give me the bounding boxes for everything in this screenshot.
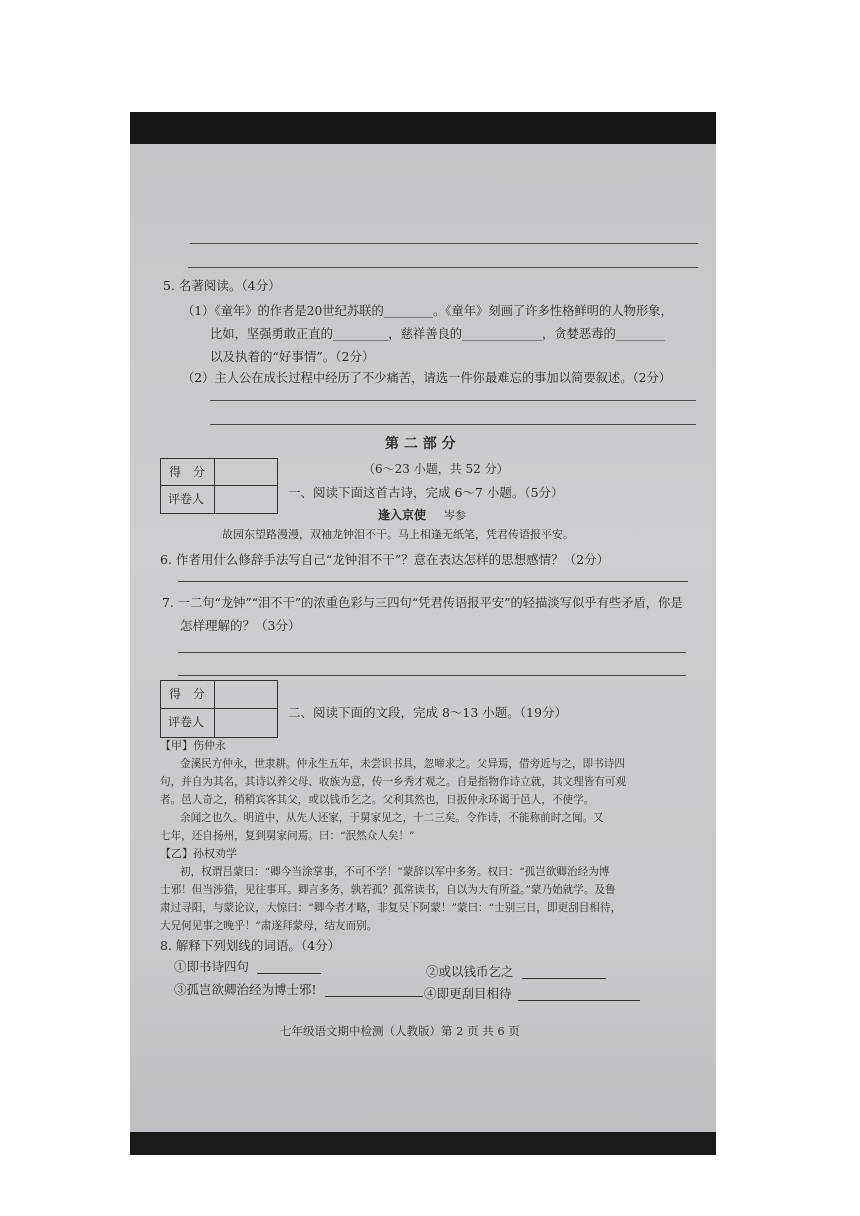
q8-item-2 [426,964,606,979]
answer-blank[interactable] [518,988,640,1001]
reviewer-label: 评卷人 [168,715,205,729]
score-box [160,680,278,738]
q6: 6. 作者用什么修辞手法写自己“龙钟泪不干”？意在表达怎样的思想感情？（2分） [160,552,610,567]
answer-line [188,267,698,268]
passage-jia-line: 余闻之也久。明道中，从先人还家，于舅家见之，十二三矣。令作诗，不能称前时之闻。又 [180,812,604,824]
poem-text: 故园东望路漫漫，双袖龙钟泪不干。马上相逢无纸笔，凭君传语报平安。 [222,528,574,541]
exam-page [130,144,716,1152]
passage-yi-title: 【乙】孙权劝学 [160,847,237,860]
score-label: 得 分 [169,687,206,701]
passage-jia-title: 【甲】伤仲永 [160,739,226,752]
q5-title: 5. 名著阅读。（4分） [163,278,281,293]
part2-heading: 第 二 部 分 [385,436,456,452]
q5-part1-line2: 比如，坚强勇敢正直的_________，慈祥善良的_____________，贪婪恶毒的________ [210,327,665,341]
q8-item-4-label: ④即更刮目相待 [424,986,512,1001]
passage-yi-line: 肃过寻阳，与蒙论议，大惊曰：“卿今者才略，非复吴下阿蒙！”蒙曰：“士别三日，即更刮目相待， [160,902,622,914]
passage-yi-line: 初，权谓吕蒙曰：“卿今当涂掌事，不可不学！”蒙辞以军中多务。权曰：“孤岂欲卿治经为博 [180,866,610,878]
answer-line [190,243,698,244]
q5-part1-line3: 以及执着的“好事情”。（2分） [210,349,375,364]
q5-part2: （2）主人公在成长过程中经历了不少痛苦，请选一件你最难忘的事加以简要叙述。（2分） [182,371,672,385]
q8-item-1 [174,959,321,974]
passage-yi-line: 士邪！但当涉猎，见往事耳。卿言多务，孰若孤？孤常读书，自以为大有所益。”蒙乃始就学。及鲁 [160,884,616,896]
section2-instruction: 二、阅读下面的文段，完成 8～13 小题。（19分） [288,705,567,720]
q8: 8. 解释下列划线的词语。（4分） [160,938,341,953]
reviewer-label: 评卷人 [168,492,205,506]
q8-item-3-label: ③孤岂欲卿治经为博士邪! [174,982,317,997]
passage-yi-line: 大兄何见事之晚乎！”肃遂拜蒙母，结友而别。 [160,920,378,932]
part2-subheading: （6～23 小题，共 52 分） [363,462,509,476]
answer-blank[interactable] [522,966,606,979]
passage-jia-line: 七年，还自扬州，复到舅家问焉。曰：“泯然众人矣！” [160,830,415,842]
q8-item-1-label: ①即书诗四句 [174,959,250,974]
photo-frame [130,112,716,1155]
answer-line [178,652,686,653]
q8-item-4 [424,986,640,1001]
q8-item-2-label: ②或以钱币乞之 [426,964,514,979]
passage-jia-line: 金溪民方仲永，世隶耕。仲永生五年，未尝识书具，忽啼求之。父异焉，借旁近与之，即书诗四 [180,758,625,770]
answer-line [178,675,686,676]
q8-item-3 [174,982,423,997]
poem-title: 逢入京使 [378,508,427,522]
score-label: 得 分 [169,465,206,479]
score-box [160,458,278,514]
answer-line [210,400,696,401]
answer-blank[interactable] [325,984,423,997]
answer-line [210,424,696,425]
answer-line [178,581,688,582]
q5-part1-line1: （1）《童年》的作者是20世纪苏联的________。《童年》刻画了许多性格鲜明的人物形象， [182,304,673,318]
poem-author: 岑参 [444,509,466,522]
answer-blank[interactable] [257,961,321,974]
q7-line2: 怎样理解的？（3分） [180,618,301,633]
passage-jia-line: 者。邑人奇之，稍稍宾客其父，或以钱币乞之。父利其然也，日扳仲永环谒于邑人，不使学。 [160,794,595,806]
photo-shadow [130,1132,716,1155]
page-footer: 七年级语文期中检测（人教版）第 2 页 共 6 页 [280,1024,520,1038]
section1-instruction: 一、阅读下面这首古诗，完成 6～7 小题。（5分） [288,485,564,500]
passage-jia-line: 句，并自为其名，其诗以养父母、收族为意，传一乡秀才观之。自是指物作诗立就，其文理皆有可观 [160,776,627,788]
q7-line1: 7. 一二句“龙钟”“泪不干”的浓重色彩与三四句“凭君传语报平安”的轻描淡写似乎有些矛盾，你是 [162,596,683,610]
